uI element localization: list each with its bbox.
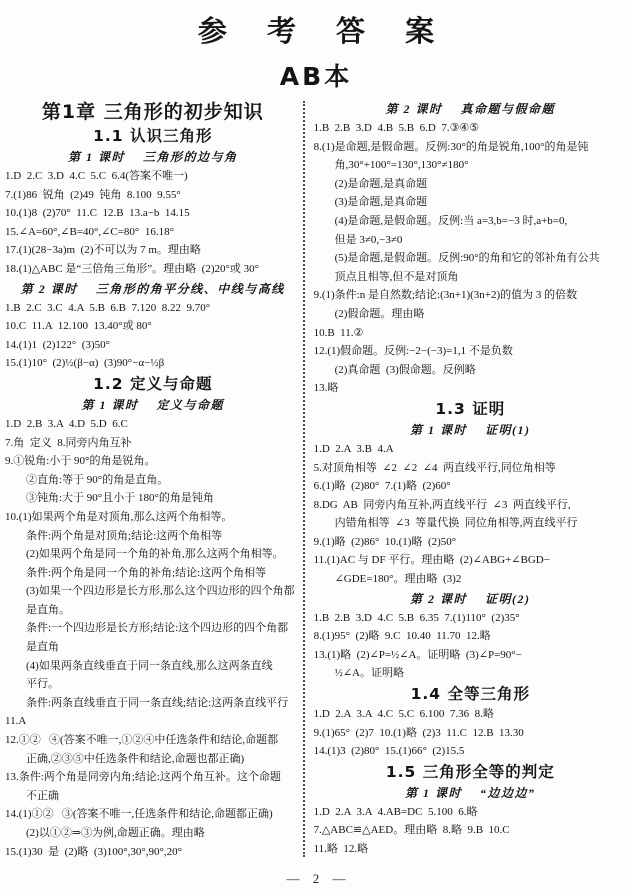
answer-line: 10.(1)8 (2)70° 11.C 12.B 13.a−b 14.15 (5, 207, 190, 220)
answer-line: 1.D 2.B 3.A 4.D 5.D 6.C (5, 417, 128, 430)
lesson-heading: 第 1 课时 证明(1) (410, 422, 531, 437)
answer-line: 10.(1)如果两个角是对顶角,那么这两个角相等。 (5, 510, 233, 523)
answer-line: 5.对顶角相等 ∠2 ∠2 ∠4 两直线平行,同位角相等 (313, 461, 556, 474)
lesson-heading: 第 2 课时 证明(2) (410, 591, 531, 606)
answer-line: 1.B 2.B 3.D 4.B 5.B 6.D 7.③④⑤ (313, 122, 480, 134)
answer-line-continuation: (4)如果两条直线垂直于同一条直线,那么这两条直线 (26, 659, 273, 672)
answer-line: 17.(1)(28−3a)m (2)不可以为 7 m。理由略 (5, 244, 201, 257)
answer-line: 15.(1)30 是 (2)略 (3)100°,30°,90°,20° (5, 845, 183, 858)
answer-line: 1.D 2.A 3.A 4.AB=DC 5.100 6.略 (313, 805, 478, 818)
edition-title: AB本 (279, 62, 353, 91)
answer-line: 7.△ABC≌△AED。理由略 8.略 9.B 10.C (313, 824, 510, 837)
left-column (5, 99, 301, 867)
answer-line-continuation: 是直角。 (26, 603, 70, 616)
page-title: 参 考 答 案 (197, 14, 450, 48)
answer-line: 11.(1)AC 与 DF 平行。理由略 (2)∠ABG+∠BGD− (313, 554, 550, 567)
lesson-heading: 第 2 课时 真命题与假命题 (385, 102, 556, 116)
answer-line: 1.B 2.C 3.C 4.A 5.B 6.B 7.120 8.22 9.70° (5, 301, 211, 314)
answer-line: 14.(1)3 (2)80° 15.(1)66° (2)15.5 (313, 745, 465, 758)
section-heading: 1.4 全等三角形 (410, 685, 530, 704)
two-column-layout (0, 99, 632, 867)
answer-line: 6.(1)略 (2)80° 7.(1)略 (2)60° (313, 480, 451, 493)
lesson-heading: 第 1 课时 定义与命题 (81, 397, 225, 412)
answer-line: 8.(1)95° (2)略 9.C 10.40 11.70 12.略 (313, 630, 491, 643)
answer-line-continuation: 角,30°+100°=130°,130°≠180° (334, 159, 469, 172)
answer-line-continuation: ∠GDE=180°。理由略 (3)2 (334, 573, 462, 586)
answer-line: 13.(1)略 (2)∠P=½∠A。证明略 (3)∠P=90°− (313, 648, 522, 661)
answer-line: 13.略 (313, 382, 339, 395)
answer-line-continuation: (5)是命题,是假命题。反例:90°的角和它的邻补角有公共 (334, 252, 600, 265)
section-heading: 1.5 三角形全等的判定 (385, 762, 555, 781)
answer-line-continuation: (2)真命题 (3)假命题。反例略 (334, 363, 476, 376)
section-heading: 1.2 定义与命题 (93, 374, 213, 393)
answer-line: 1.D 2.A 3.A 4.C 5.C 6.100 7.36 8.略 (313, 708, 494, 721)
answer-line-continuation: 顶点且相等,但不是对顶角 (334, 270, 459, 283)
answer-line: 13.条件:两个角是同旁内角;结论:这两个角互补。这个命题 (5, 771, 281, 784)
answer-line: 14.(1)①② ③(答案不唯一,任选条件和结论,命题都正确) (5, 808, 273, 821)
answer-line-continuation: (3)如果一个四边形是长方形,那么这个四边形的四个角都 (26, 585, 295, 598)
answer-line: 11.略 12.略 (313, 843, 369, 855)
answer-line: 8.DG AB 同旁内角互补,两直线平行 ∠3 两直线平行, (313, 498, 571, 511)
column-divider (303, 101, 305, 857)
chapter-heading: 第1章 三角形的初步知识 (41, 101, 264, 123)
right-column (307, 99, 627, 867)
page-number: — 2 — (286, 871, 346, 886)
answer-line: 1.B 2.B 3.D 4.C 5.B 6.35 7.(1)110° (2)35° (313, 611, 520, 624)
answer-line: 9.(1)65° (2)7 10.(1)略 (2)3 11.C 12.B 13.30 (313, 726, 524, 739)
answer-line: 15.(1)10° (2)½(β−α) (3)90°−α−½β (5, 357, 165, 370)
answer-line: 9.①锐角:小于 90°的角是锐角。 (5, 455, 156, 468)
answer-line-continuation: (2)以①②⇒③为例,命题正确。理由略 (26, 827, 205, 839)
answer-line: 14.(1)1 (2)122° (3)50° (5, 338, 111, 351)
answer-line: 11.A (5, 715, 27, 728)
answer-line: 10.C 11.A 12.100 13.40°或 80° (5, 320, 152, 333)
answer-line-continuation: ½∠A。证明略 (334, 667, 404, 680)
answer-line-continuation: 条件:一个四边形是长方形;结论:这个四边形的四个角都 (26, 622, 289, 635)
answer-line-continuation: 正确,②③⑤中任选条件和结论,命题也都正确) (26, 752, 245, 765)
answer-line-continuation: (2)是命题,是真命题 (334, 177, 428, 190)
answer-line-continuation: 条件:两个角是同一个角的补角;结论:这两个角相等 (26, 566, 267, 579)
answer-line: 18.(1)△ABC 是“三倍角三角形”。理由略 (2)20°或 30° (5, 262, 260, 275)
answer-line: 7.角 定义 8.同旁内角互补 (5, 436, 132, 449)
answer-line: 9.(1)略 (2)86° 10.(1)略 (2)50° (313, 535, 457, 548)
answer-line-continuation: 条件:两条直线垂直于同一条直线;结论:这两条直线平行 (26, 696, 289, 709)
answer-line: 1.D 2.A 3.B 4.A (313, 442, 394, 455)
answer-line-continuation: 是直角 (26, 641, 59, 654)
answer-line: 12.(1)假命题。反例:−2−(−3)=1,1 不是负数 (313, 345, 513, 358)
answer-line: 10.B 11.② (313, 326, 364, 339)
answer-line-continuation: ②直角:等于 90°的角是直角。 (26, 473, 169, 486)
section-heading: 1.1 认识三角形 (93, 127, 213, 145)
answer-line-continuation: (2)如果两个角是同一个角的补角,那么这两个角相等。 (26, 548, 284, 561)
answer-line-continuation: ③钝角:大于 90°且小于 180°的角是钝角 (26, 492, 214, 505)
answer-line: 12.①② ④(答案不唯一,①②④中任选条件和结论,命题都 (5, 734, 279, 747)
answer-line: 7.(1)86 锐角 (2)49 钝角 8.100 9.55° (5, 188, 181, 201)
answer-line-continuation: 不正确 (26, 789, 59, 802)
lesson-heading: 第 2 课时 三角形的角平分线、中线与高线 (20, 281, 285, 296)
section-heading: 1.3 证明 (435, 399, 506, 418)
lesson-heading: 第 1 课时 三角形的边与角 (68, 150, 238, 164)
answer-line-continuation: (3)是命题,是真命题 (334, 196, 428, 209)
answer-line: 9.(1)条件:n 是自然数;结论:(3n+1)(3n+2)的值为 3 的倍数 (313, 289, 578, 302)
answer-line: 8.(1)是命题,是假命题。反例:30°的角是锐角,100°的角是钝 (313, 140, 589, 153)
answer-line-continuation: 内错角相等 ∠3 等量代换 同位角相等,两直线平行 (334, 517, 578, 530)
answer-line-continuation: 条件:两个角是对顶角;结论:这两个角相等 (26, 529, 223, 542)
lesson-heading: 第 1 课时 “边边边” (405, 785, 536, 800)
answer-line-continuation: 平行。 (26, 678, 59, 691)
answer-line: 15.∠A=60°,∠B=40°,∠C=80° 16.18° (5, 225, 174, 238)
answer-line-continuation: (2)假命题。理由略 (334, 307, 425, 320)
answer-line-continuation: 但是 3≠0,−3≠0 (334, 233, 403, 246)
answer-line-continuation: (4)是命题,是假命题。反例:当 a=3,b=−3 时,a+b=0, (334, 214, 568, 227)
answer-line: 1.D 2.C 3.D 4.C 5.C 6.4(答案不唯一) (5, 170, 188, 182)
